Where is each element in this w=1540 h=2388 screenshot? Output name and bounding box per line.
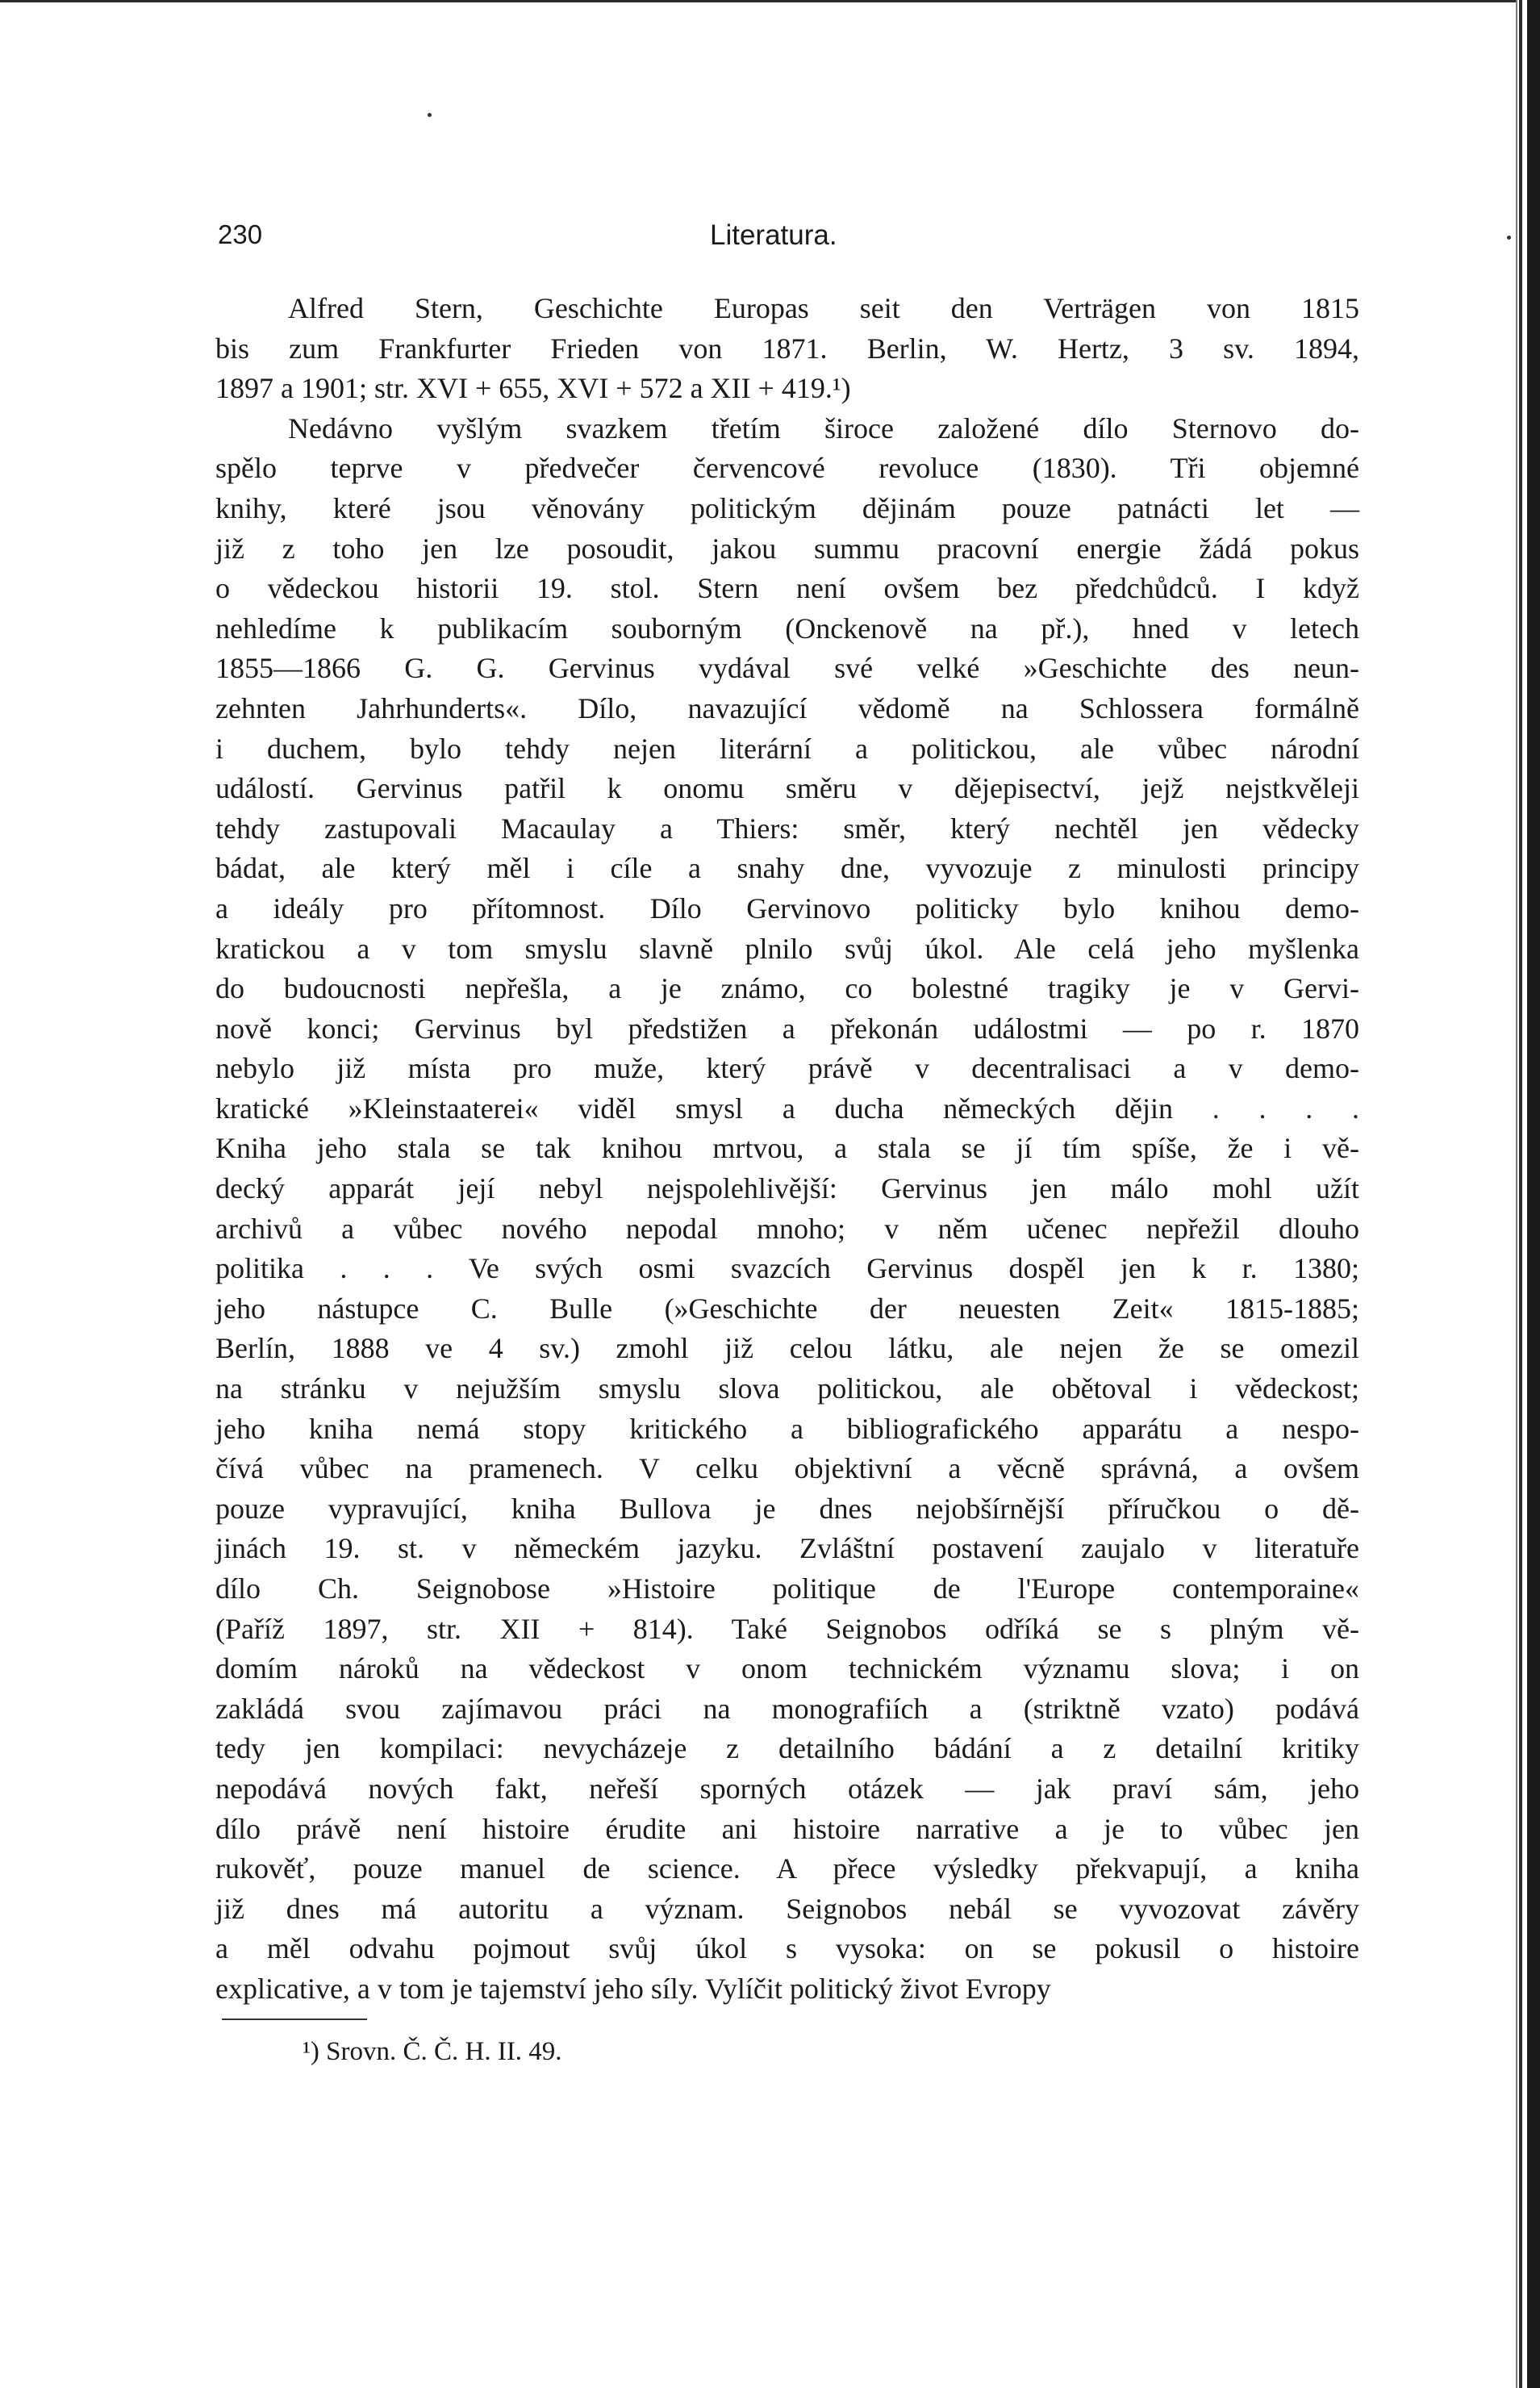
scan-border-right-thin [1516, 0, 1517, 2388]
page-header [218, 219, 1363, 260]
text-line: zehnten Jahrhunderts«. Dílo, navazující vědomě na Schlossera formálně [215, 691, 1359, 724]
scan-border-right [1519, 0, 1522, 2388]
scan-speck [428, 113, 432, 117]
text-line: Kniha jeho stala se tak knihou mrtvou, a stala se jí tím spíše, že i vě- [215, 1132, 1359, 1165]
text-line: nehledíme k publikacím souborným (Onckenově na př.), hned v letech [215, 612, 1359, 645]
scan-border-top [0, 0, 1517, 2]
text-line: kratické »Kleinstaaterei« viděl smysl a ducha německých dějin . . . . [215, 1092, 1359, 1125]
text-line: decký apparát její nebyl nejspolehlivější: Gervinus jen málo mohl užít [215, 1172, 1359, 1205]
page-number: 230 [218, 219, 263, 249]
text-line: domím nároků na vědeckost v onom technickém významu slova; i on [215, 1652, 1359, 1685]
text-line: Nedávno vyšlým svazkem třetím široce založené dílo Sternovo do- [288, 411, 1359, 445]
text-line: dílo Ch. Seignobose »Histoire politique de l'Europe contemporaine« [215, 1572, 1359, 1605]
scan-speck [1507, 236, 1511, 240]
text-line: již dnes má autoritu a význam. Seignobos nebál se vyvozovat závěry [215, 1892, 1359, 1925]
footnote-divider [222, 2019, 367, 2020]
text-line: bádat, ale který měl i cíle a snahy dne, vyvozuje z minulosti principy [215, 852, 1359, 885]
text-line: rukověť, pouze manuel de science. A přece výsledky překvapují, a kniha [215, 1852, 1359, 1885]
text-line: Berlín, 1888 ve 4 sv.) zmohl již celou látku, ale nejen že se omezil [215, 1332, 1359, 1365]
text-line: nově konci; Gervinus byl předstižen a překonán událostmi — po r. 1870 [215, 1012, 1359, 1045]
text-line: 1855—1866 G. G. Gervinus vydával své velké »Geschichte des neun- [215, 652, 1359, 685]
text-line: a ideály pro přítomnost. Dílo Gervinovo politicky bylo knihou demo- [215, 891, 1359, 925]
text-line: jinách 19. st. v německém jazyku. Zvláštní postavení zaujalo v literatuře [215, 1532, 1359, 1565]
text-line: spělo teprve v předvečer červencové revoluce (1830). Tři objemné [215, 452, 1359, 485]
text-line: jeho kniha nemá stopy kritického a bibliografického apparátu a nespo- [215, 1412, 1359, 1445]
text-line: tehdy zastupovali Macaulay a Thiers: směr, který nechtěl jen vědecky [215, 812, 1359, 845]
text-line: událostí. Gervinus patřil k onomu směru v dějepisectví, jejž nejstkvěleji [215, 772, 1359, 805]
text-line: pouze vypravující, kniha Bullova je dnes nejobšírnější příručkou o dě- [215, 1492, 1359, 1525]
text-line: dílo právě není histoire érudite ani histoire narrative a je to vůbec jen [215, 1812, 1359, 1845]
text-line: již z toho jen lze posoudit, jakou summu pracovní energie žádá pokus [215, 532, 1359, 565]
text-line: Alfred Stern, Geschichte Europas seit den Verträgen von 1815 [288, 292, 1359, 324]
text-line: a měl odvahu pojmout svůj úkol s vysoka: on se pokusil o histoire [215, 1932, 1359, 1965]
text-line: archivů a vůbec nového nepodal mnoho; v něm učenec nepřežil dlouho [215, 1212, 1359, 1245]
text-line: na stránku v nejužším smyslu slova politickou, ale obětoval i vědeckost; [215, 1372, 1359, 1405]
text-line: i duchem, bylo tehdy nejen literární a politickou, ale vůbec národní [215, 732, 1359, 765]
text-line: (Paříž 1897, str. XII + 814). Také Seignobos odříká se s plným vě- [215, 1612, 1359, 1645]
text-line: čívá vůbec na pramenech. V celku objektivní a věcně správná, a ovšem [215, 1452, 1359, 1485]
text-line: knihy, které jsou věnovány politickým dějinám pouze patnácti let — [215, 491, 1359, 524]
body-text [215, 289, 1359, 2010]
text-line: tedy jen kompilaci: nevycházeje z detailního bádání a z detailní kritiky [215, 1732, 1359, 1765]
footnote: ¹) Srovn. Č. Č. H. II. 49. [303, 2037, 562, 2066]
text-line: explicative, a v tom je tajemství jeho síly. Vylíčit politický život Evropy [215, 1972, 1051, 2005]
text-line: 1897 a 1901; str. XVI + 655, XVI + 572 a XII + 419.¹) [215, 372, 851, 405]
running-title: Literatura. [710, 219, 837, 251]
text-line: kratickou a v tom smyslu slavně plnilo svůj úkol. Ale celá jeho myšlenka [215, 932, 1359, 965]
scan-border-right-dark [1527, 0, 1540, 2388]
text-line: do budoucnosti nepřešla, a je známo, co bolestné tragiky je v Gervi- [215, 972, 1359, 1005]
text-line: nepodává nových fakt, neřeší sporných otázek — jak praví sám, jeho [215, 1772, 1359, 1805]
text-line: jeho nástupce C. Bulle (»Geschichte der neuesten Zeit« 1815-1885; [215, 1292, 1359, 1325]
text-line: o vědeckou historii 19. stol. Stern není ovšem bez předchůdců. I když [215, 572, 1359, 605]
text-line: politika . . . Ve svých osmi svazcích Gervinus dospěl jen k r. 1380; [215, 1252, 1359, 1285]
text-line: bis zum Frankfurter Frieden von 1871. Berlin, W. Hertz, 3 sv. 1894, [215, 332, 1359, 365]
text-line: zakládá svou zajímavou práci na monografiích a (striktně vzato) podává [215, 1692, 1359, 1725]
text-line: nebylo již místa pro muže, který právě v decentralisaci a v demo- [215, 1052, 1359, 1085]
